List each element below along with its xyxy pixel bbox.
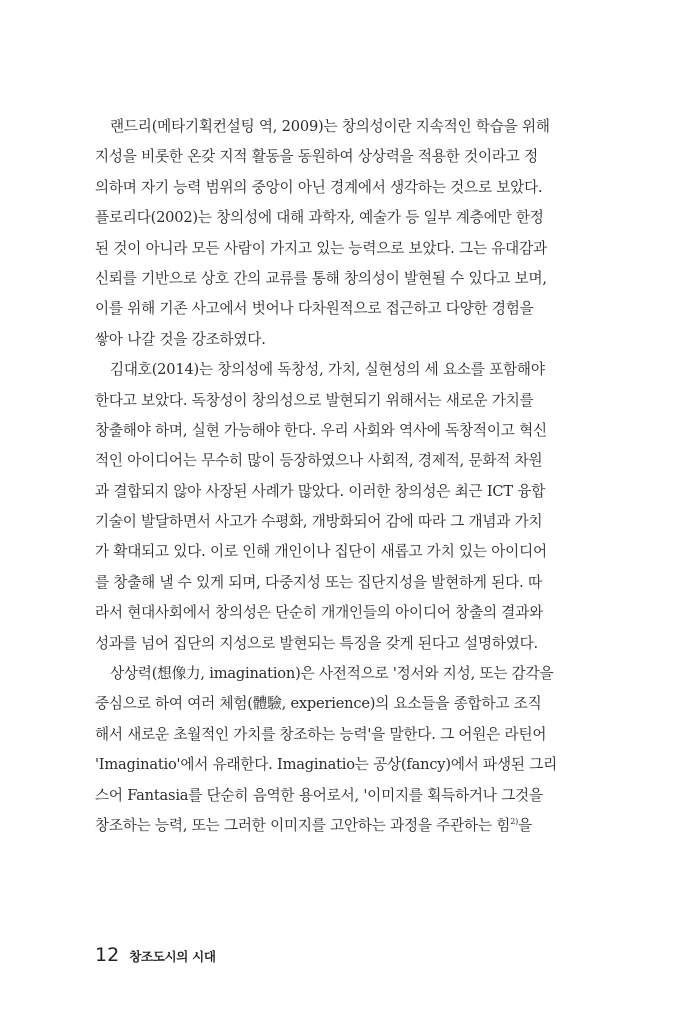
text-line-7: 이를 위해 기존 사고에서 벗어나 다차원적으로 접근하고 다양한 경험을 [95,300,534,318]
text-line-18: 성과를 넘어 집단의 지성으로 발현되는 특징을 갖게 된다고 설명하였다. [95,634,538,652]
text-line-23: 스어 Fantasia를 단순히 음역한 용어로서, '이미지를 획득하거나 그것을 [95,786,543,804]
text-line-4: 플로리다(2002)는 창의성에 대해 과학자, 예술가 등 일부 계층에만 한정 [95,209,544,227]
text-line-5: 된 것이 아니라 모든 사람이 가지고 있는 능력으로 보았다. 그는 유대감과 [95,239,547,257]
text-line-22: 'Imaginatio'에서 유래한다. Imaginatio는 공상(fancy)에서 파생된 그리 [95,756,557,774]
text-line-14: 기술이 발달하면서 사고가 수평화, 개방화되어 감에 따라 그 개념과 가치 [95,513,543,531]
text-line-1: 랜드리(메타기획컨설팅 역, 2009)는 창의성이란 지속적인 학습을 위해 [110,118,550,135]
page-footer [95,944,216,974]
text-line-3: 의하며 자기 능력 범위의 중앙이 아닌 경계에서 생각하는 것으로 보았다. [95,178,543,196]
text-line-8: 쌓아 나갈 것을 강조하였다. [95,330,266,348]
text-line-19: 상상력(想像力, imagination)은 사전적으로 '정서와 지성, 또는 감각을 [110,665,554,683]
text-line-16: 를 창출해 낼 수 있게 되며, 다중지성 또는 집단지성을 발현하게 된다. 따 [95,573,542,591]
text-line-6: 신뢰를 기반으로 상호 간의 교류를 통해 창의성이 발현될 수 있다고 보며, [95,269,547,287]
book-title: 창조도시의 시대 [129,949,216,964]
text-line-2: 지성을 비롯한 온갖 지적 활동을 동원하여 상상력을 적용한 것이라고 정 [95,148,538,166]
text-line-20: 중심으로 하여 여러 체험(體驗, experience)의 요소들을 종합하고 조직 [95,695,542,713]
text-line-24 [95,811,595,841]
page-number: 12 [95,944,120,966]
text-line-24-main: 창조하는 능력, 또는 그러한 이미지를 고안하는 과정을 주관하는 힘 [95,816,511,834]
text-line-11: 창출해야 하며, 실현 가능해야 한다. 우리 사회와 역사에 독창적이고 혁신 [95,421,547,439]
text-line-17: 라서 현대사회에서 창의성은 단순히 개개인들의 아이디어 창출의 결과와 [95,604,544,622]
text-line-10: 한다고 보았다. 독창성이 창의성으로 발현되기 위해서는 새로운 가치를 [95,391,534,409]
body-text [95,112,595,841]
text-line-21: 해서 새로운 초월적인 가치를 창조하는 능력'을 말한다. 그 어원은 라틴어 [95,725,547,743]
text-line-13: 과 결합되지 않아 사장된 사례가 많았다. 이러한 창의성은 최근 ICT 융합 [95,482,546,500]
footnote-ref[interactable]: 2) [510,817,518,827]
text-line-12: 적인 아이디어는 무수히 많이 등장하였으나 사회적, 경제적, 문화적 차원 [95,452,543,470]
text-line-9: 김대호(2014)는 창의성에 독창성, 가치, 실현성의 세 요소를 포함해야 [110,361,545,379]
text-line-15: 가 확대되고 있다. 이로 인해 개인이나 집단이 새롭고 가치 있는 아이디어 [95,543,547,561]
text-line-24-suffix: 을 [518,816,532,834]
